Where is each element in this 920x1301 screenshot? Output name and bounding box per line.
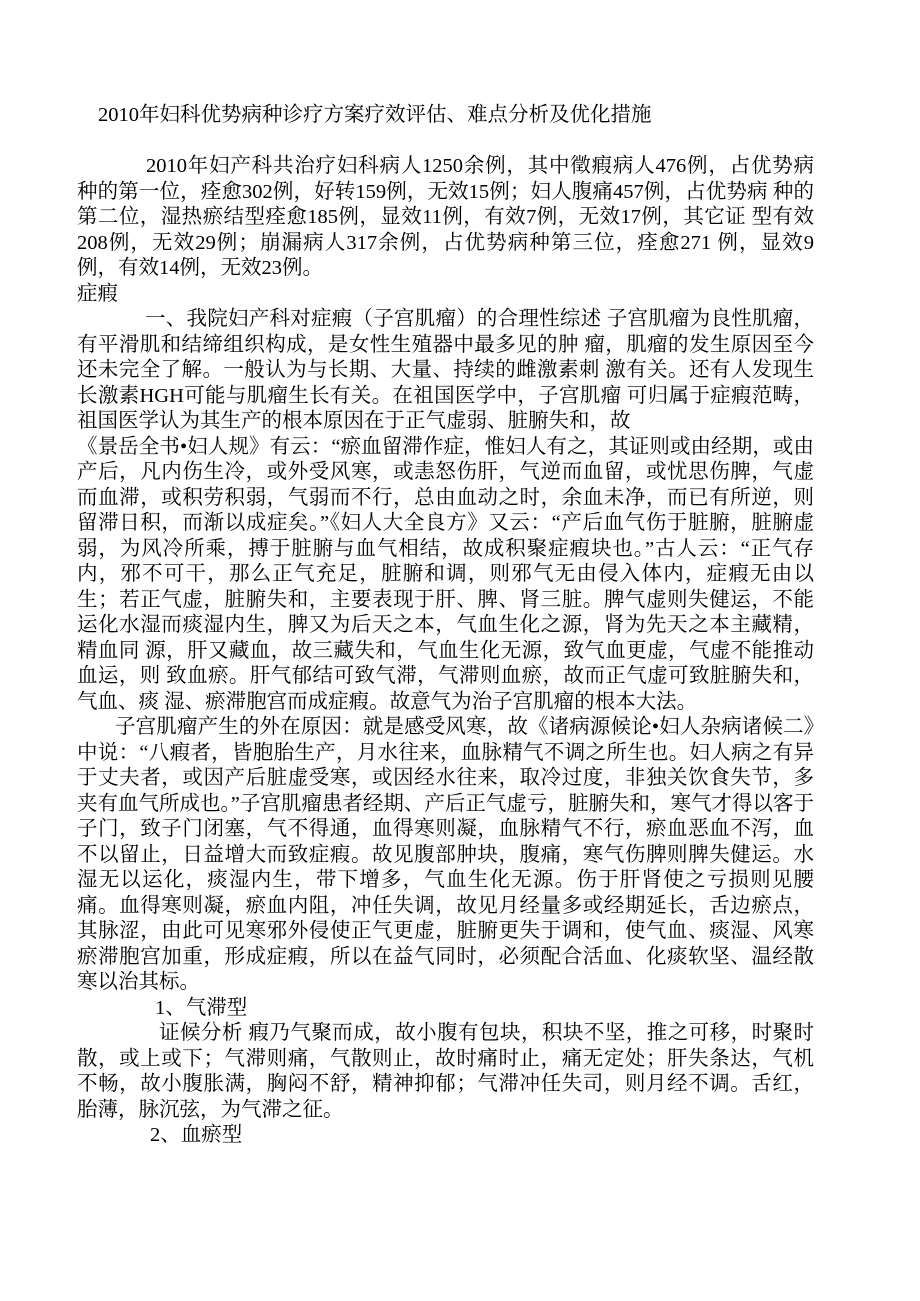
- syndrome-analysis-paragraph: 证候分析 瘕乃气聚而成，故小腹有包块，积块不坚，推之可移，时聚时散，或上或下；气滞则痛，气散则止，故时痛时止，痛无定处；肝失条达，气机不畅，故小腹胀满，胸闷不舒，精神抑郁；气滞冲任失司，则月经不调。舌红，胎薄，脉沉弦，为气滞之征。: [77, 1022, 814, 1121]
- heading-blood-stasis-type: 2、血瘀型: [150, 1124, 243, 1146]
- heading-qi-stagnation-type: 1、气滞型: [155, 996, 248, 1019]
- external-causes-paragraph: 子宫肌瘤产生的外在原因：就是感受风寒，故《诸病源候论•妇人杂病诸候二》中说：“八瘕者，皆胞胎生产，月水往来，血脉精气不调之所生也。妇人病之有异于丈夫者，或因产后脏虚受寒，或因经水往来，取冷过度，非独关饮食失节，多夹有血气所成也。”子宫肌瘤患者经期、产后正气虚亏，脏腑失和，寒气才得以客于子门，致子门闭塞，气不得通，血得寒则凝，血脉精气不行，瘀血恶血不泻，血不以留止，日益增大而致症瘕。故见腹部肿块，腹痛，寒气伤脾则脾失健运。水湿无以运化，痰湿内生，带下增多，气血生化无源。伤于肝肾使之亏损则见腰痛。血得寒则凝，瘀血内阻，冲任失调，故见月经量多或经期延长，舌边瘀点，其脉涩，由此可见寒邪外侵使正气更虚，脏腑更失于调和，使气血、痰湿、风寒瘀滞胞宫加重，形成症瘕，所以在益气同时，必须配合活血、化痰软坚、温经散寒以治其标。: [77, 716, 814, 993]
- statistics-paragraph: 2010年妇产科共治疗妇科病人1250余例，其中徵瘕病人476例，占优势病 种的第一位，痊愈302例，好转159例，无效15例；妇人腹痛457例，占优势病 种的第二位，湿热瘀结型痊愈185例，显效11例，有效7例，无效17例，其它证 型有效208例，无效29例；崩漏病人317余例，占优势病种第三位，痊愈271 例，显效9例，有效14例，无效23例。: [77, 155, 814, 279]
- classics-quotes-paragraph: 《景岳全书•妇人规》有云：“瘀血留滞作症，惟妇人有之，其证则或由经期，或由产后，凡内伤生冷，或外受风寒，或恚怒伤肝，气逆而血留，或忧思伤脾，气虚而血滞，或积劳积弱，气弱而不行，总由血动之时，余血未净，而已有所逆，则留滞日积，而渐以成症矣。”《妇人大全良方》又云：“产后血气伤于脏腑，脏腑虚弱，为风冷所乘，搏于脏腑与血气相结，故成积聚症瘕块也。”古人云：“正气存内，邪不可干，那么正气充足，脏腑和调，则邪气无由侵入体内，症瘕无由以生；若正气虚，脏腑失和，主要表现于肝、脾、肾三脏。脾气虚则失健运，不能运化水湿而痰湿内生，脾又为后天之本，气血生化之源，肾为先天之本主藏精，精血同 源，肝又藏血，故三藏失和，气血生化无源，致气血更虚，气虚不能推动血运，则 致血瘀。肝气郁结可致气滞，气滞则血瘀，故而正气虚可致脏腑失和，气血、痰 湿、瘀滞胞宫而成症瘕。故意气为治子宫肌瘤的根本大法。: [77, 435, 814, 713]
- document-body: [77, 103, 814, 1149]
- fibroid-overview-paragraph: 一、我院妇产科对症瘕（子宫肌瘤）的合理性综述 子宫肌瘤为良性肌瘤，有平滑肌和结缔组织构成，是女性生殖器中最多见的肿 瘤，肌瘤的发生原因至今还未完全了解。一般认为与长期、大量、持续的雌激素刺 激有关。还有人发现生长激素HGH可能与肌瘤生长有关。在祖国医学中，子宫肌瘤 可归属于症瘕范畴，祖国医学认为其生产的根本原因在于正气虚弱、脏腑失和，故: [77, 308, 814, 432]
- document-title: 2010年妇科优势病种诊疗方案疗效评估、难点分析及优化措施: [98, 104, 652, 126]
- section-label-zhengjia: 症瘕: [77, 282, 118, 305]
